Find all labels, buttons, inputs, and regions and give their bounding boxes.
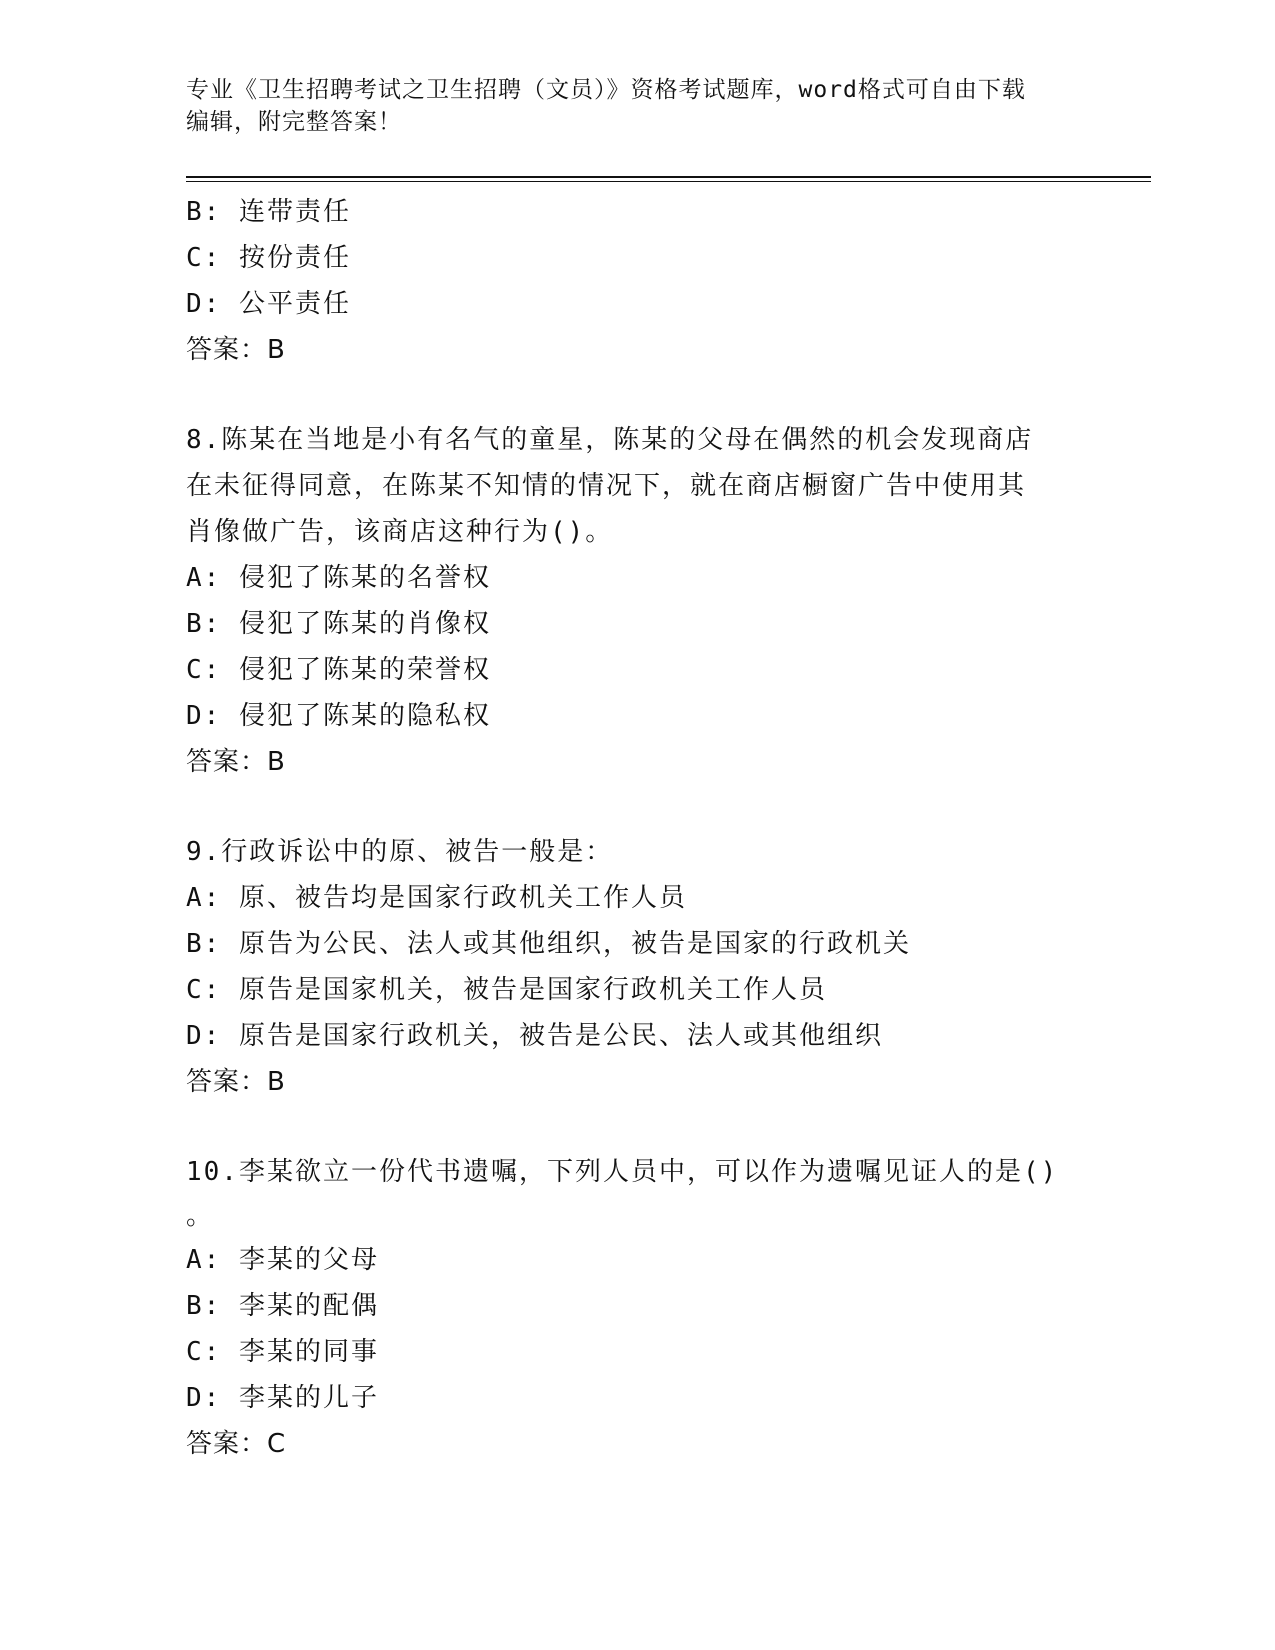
stem-line: 。 <box>186 1201 215 1231</box>
spacer <box>186 1105 1066 1149</box>
question-10-block <box>186 1149 1066 1467</box>
header-line-2: 编辑，附完整答案！ <box>186 109 402 135</box>
option-b: B: 侵犯了陈某的肖像权 <box>186 609 491 639</box>
question-stem <box>186 829 1066 875</box>
spacer <box>186 785 1066 829</box>
answer-label: 答案：C <box>186 1429 287 1459</box>
option-d: D: 原告是国家行政机关，被告是公民、法人或其他组织 <box>186 1021 883 1051</box>
option-c: C: 按份责任 <box>186 243 351 273</box>
option-b: B: 李某的配偶 <box>186 1291 379 1321</box>
option-a: A: 李某的父母 <box>186 1245 379 1275</box>
option-d: D: 侵犯了陈某的隐私权 <box>186 701 491 731</box>
option-d: D: 公平责任 <box>186 289 351 319</box>
question-list <box>186 189 1066 1467</box>
header-divider-thin <box>186 181 1151 182</box>
document-header <box>186 74 1086 138</box>
answer-label: 答案：B <box>186 1067 286 1097</box>
answer-label: 答案：B <box>186 747 286 777</box>
option-c: C: 李某的同事 <box>186 1337 379 1367</box>
header-line-1: 专业《卫生招聘考试之卫生招聘（文员）》资格考试题库，word格式可自由下载 <box>186 77 1026 103</box>
stem-line: 在未征得同意，在陈某不知情的情况下，就在商店橱窗广告中使用其 <box>186 471 1027 501</box>
answer-label: 答案：B <box>186 335 286 365</box>
stem-line: 10.李某欲立一份代书遗嘱，下列人员中，可以作为遗嘱见证人的是() <box>186 1157 1059 1187</box>
header-divider-thick <box>186 176 1151 178</box>
question-stem <box>186 417 1066 555</box>
option-a: A: 侵犯了陈某的名誉权 <box>186 563 491 593</box>
question-9-block <box>186 829 1066 1105</box>
spacer <box>186 373 1066 417</box>
option-c: C: 原告是国家机关，被告是国家行政机关工作人员 <box>186 975 827 1005</box>
option-d: D: 李某的儿子 <box>186 1383 379 1413</box>
question-stem <box>186 1149 1066 1237</box>
stem-line: 9.行政诉讼中的原、被告一般是： <box>186 837 614 867</box>
option-b: B: 连带责任 <box>186 197 351 227</box>
option-a: A: 原、被告均是国家行政机关工作人员 <box>186 883 687 913</box>
stem-line: 肖像做广告，该商店这种行为()。 <box>186 517 614 547</box>
option-b: B: 原告为公民、法人或其他组织，被告是国家的行政机关 <box>186 929 911 959</box>
option-c: C: 侵犯了陈某的荣誉权 <box>186 655 491 685</box>
stem-line: 8.陈某在当地是小有名气的童星，陈某的父母在偶然的机会发现商店 <box>186 425 1034 455</box>
question-7-block <box>186 189 1066 373</box>
question-8-block <box>186 417 1066 785</box>
